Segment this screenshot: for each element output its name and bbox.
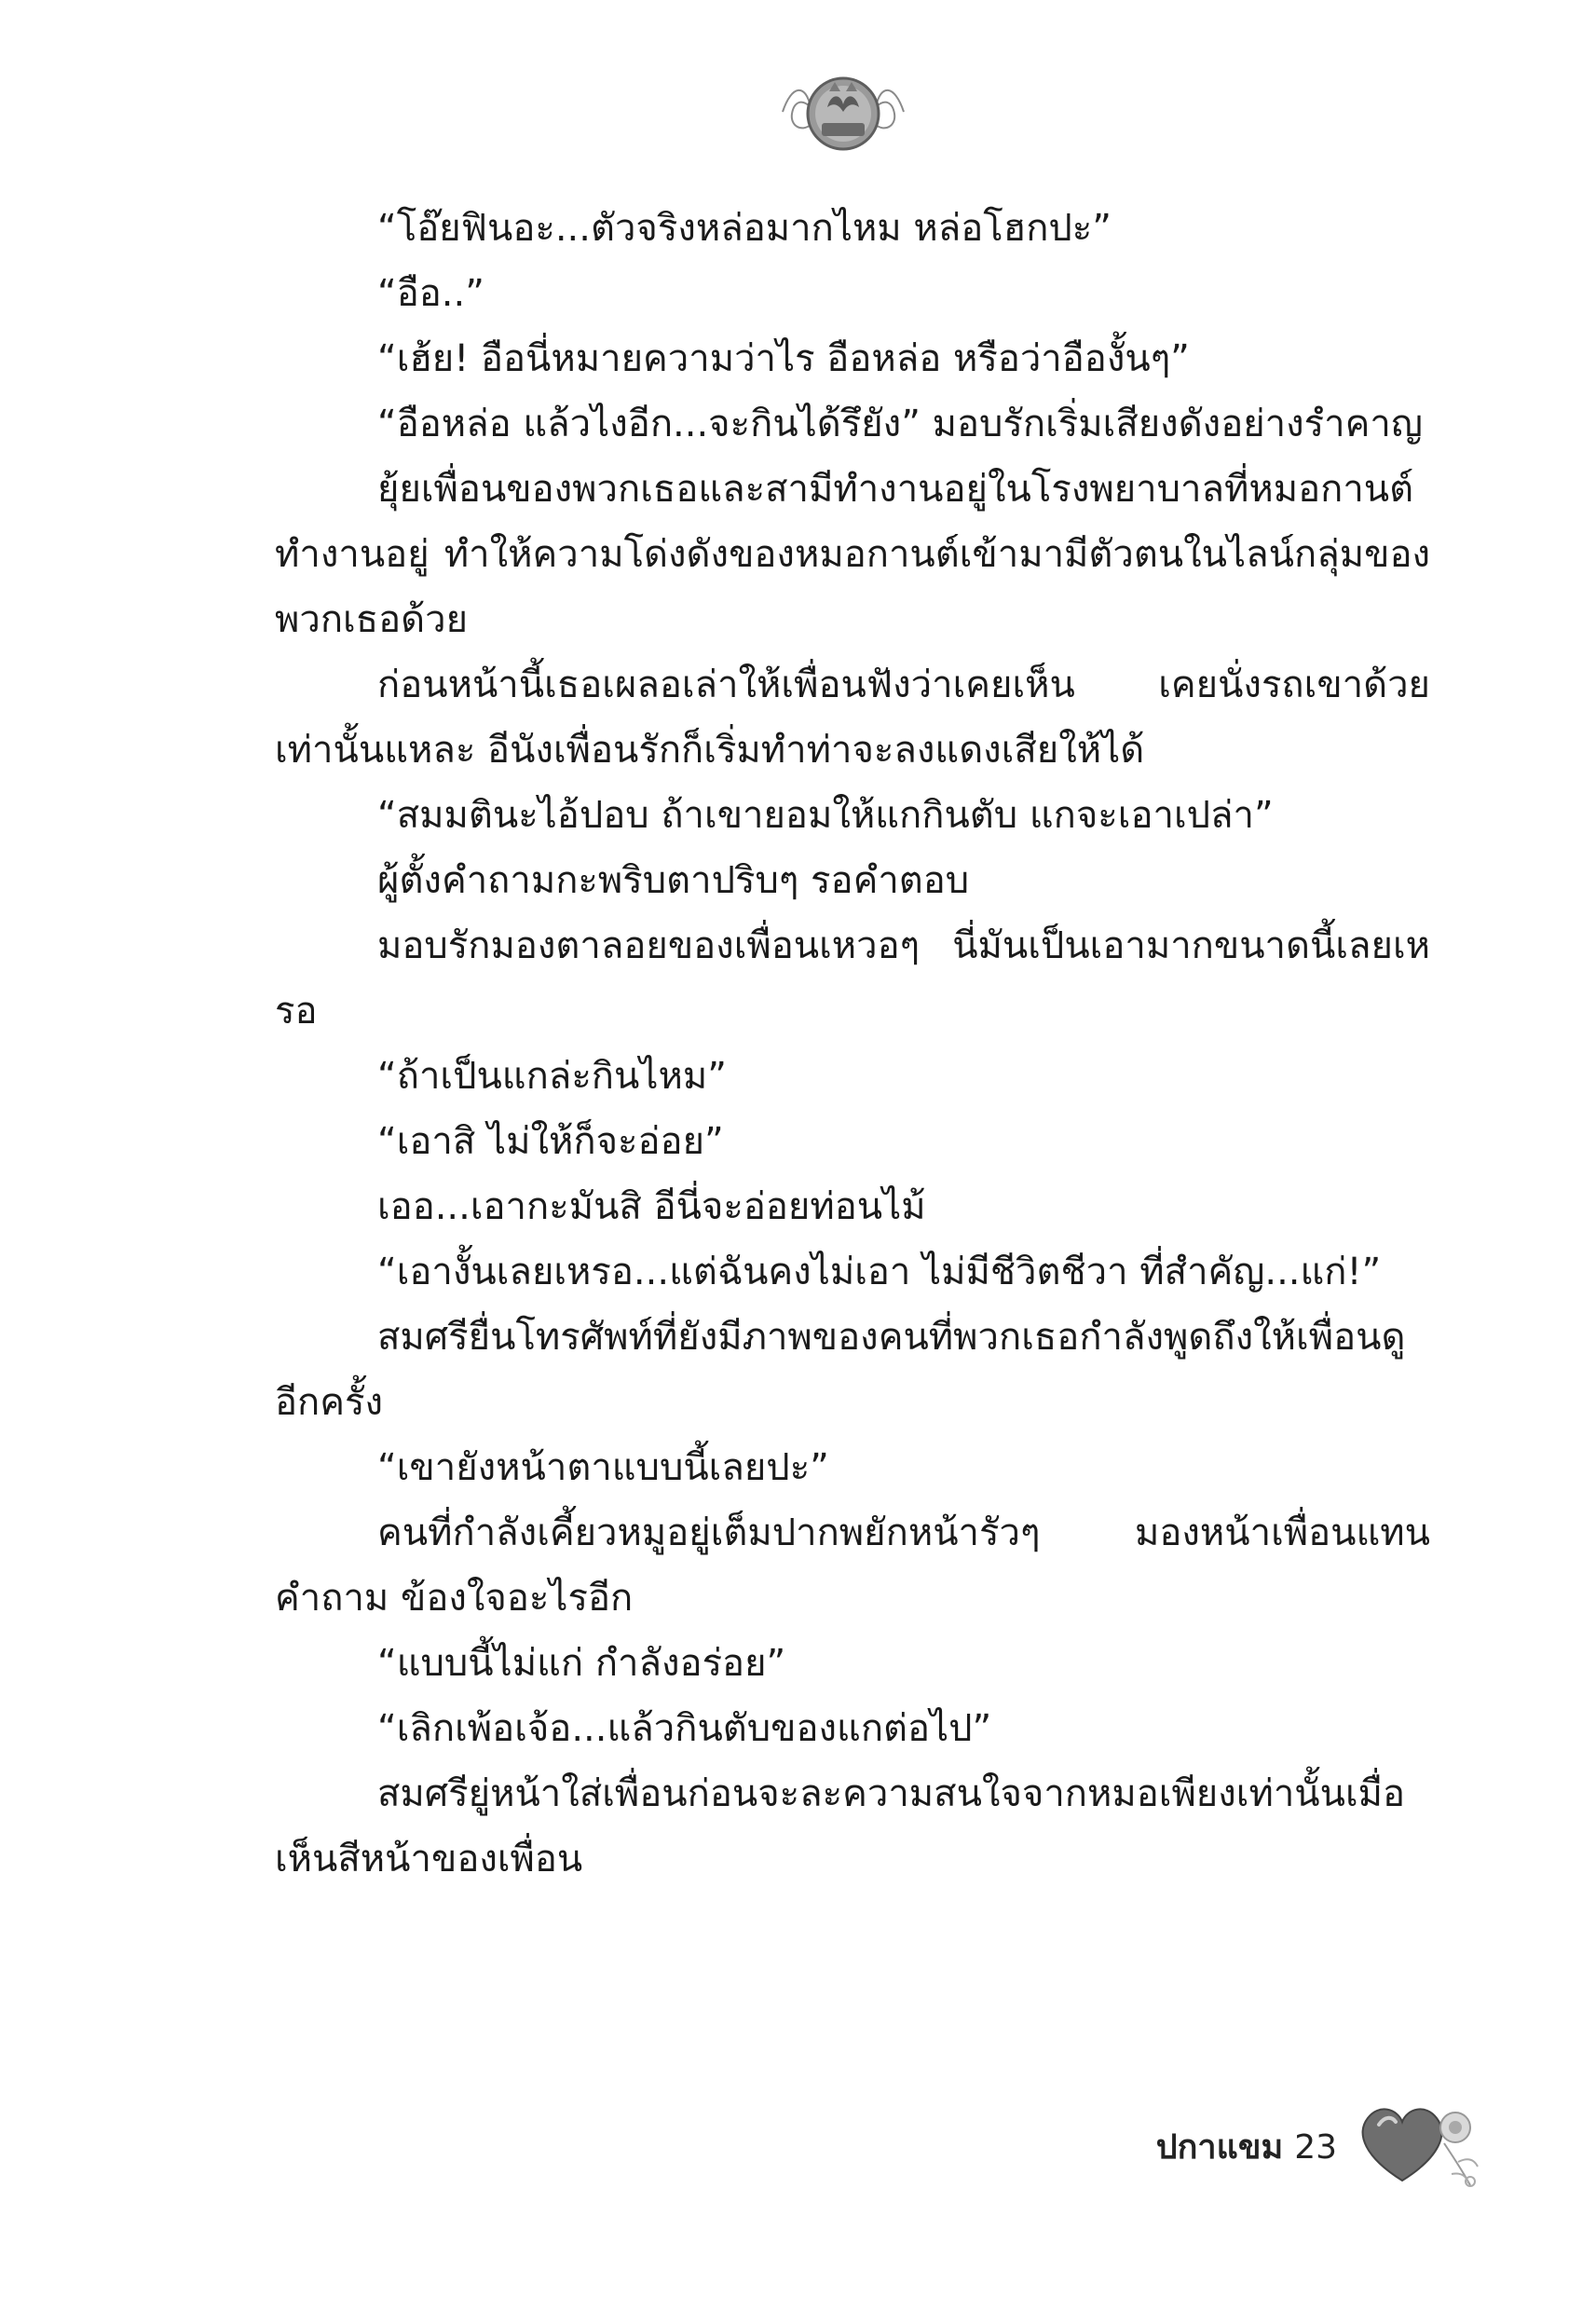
paragraph: “เขายังหน้าตาแบบนี้เลยปะ” [377, 1446, 829, 1489]
paragraph: ยุ้ยเพื่อนของพวกเธอและสามีทำงานอยู่ในโรงพยาบาลที่หมอกานต์ทำงานอยู่ ทำให้ความโด่งดังของหมอกานต์เข้ามามีตัวตนในไลน์กลุ่มของพวกเธอด้วย [275, 468, 1430, 641]
paragraph: “เฮ้ย! อือนี่หมายความว่าไร อือหล่อ หรือว่าอืองั้นๆ” [377, 337, 1190, 380]
paragraph: “ถ้าเป็นแกล่ะกินไหม” [377, 1055, 727, 1098]
paragraph: “เลิกเพ้อเจ้อ...แล้วกินตับของแกต่อไป” [377, 1707, 992, 1750]
book-title: ปกาแขม [1155, 2128, 1284, 2167]
header-emblem-icon [773, 56, 913, 168]
paragraph: มอบรักมองตาลอยของเพื่อนเหวอๆ นี่มันเป็นเอามากขนาดนี้เลยเหรอ [275, 924, 1430, 1032]
paragraph: ก่อนหน้านี้เธอเผลอเล่าให้เพื่อนฟังว่าเคยเห็น เคยนั่งรถเขาด้วยเท่านั้นแหละ อีนังเพื่อนรักก็เริ่มทำท่าจะลงแดงเสียให้ได้ [275, 663, 1430, 772]
paragraph: “เอาสิ ไม่ให้ก็จะอ่อย” [377, 1120, 724, 1163]
paragraph: “แบบนี้ไม่แก่ กำลังอร่อย” [377, 1642, 786, 1685]
paragraph: ผู้ตั้งคำถามกะพริบตาปริบๆ รอคำตอบ [377, 859, 970, 902]
paragraph: สมศรียู่หน้าใส่เพื่อนก่อนจะละความสนใจจากหมอเพียงเท่านั้นเมื่อเห็นสีหน้าของเพื่อน [275, 1772, 1406, 1880]
heart-ornament-icon [1351, 2092, 1491, 2195]
page-number: 23 [1294, 2128, 1337, 2167]
paragraph: “เอางั้นเลยเหรอ...แต่ฉันคงไม่เอา ไม่มีชีวิตชีวา ที่สำคัญ...แก่!” [377, 1251, 1382, 1293]
paragraph: “อือหล่อ แล้วไงอีก...จะกินได้รึยัง” มอบรักเริ่มเสียงดังอย่างรำคาญ [377, 403, 1423, 445]
paragraph: เออ...เอากะมันสิ อีนี่จะอ่อยท่อนไม้ [377, 1185, 926, 1228]
body-text [275, 196, 1430, 1892]
paragraph: “สมมตินะไอ้ปอบ ถ้าเขายอมให้แกกินตับ แกจะเอาเปล่า” [377, 794, 1274, 837]
paragraph: “โอ๊ยฟินอะ...ตัวจริงหล่อมากไหม หล่อโฮกปะ” [377, 207, 1112, 250]
page-footer [1099, 2092, 1491, 2185]
footer-label [1156, 2120, 1337, 2173]
paragraph: คนที่กำลังเคี้ยวหมูอยู่เต็มปากพยักหน้ารัวๆ มองหน้าเพื่อนแทนคำถาม ข้องใจอะไรอีก [275, 1511, 1430, 1620]
paragraph: สมศรียื่นโทรศัพท์ที่ยังมีภาพของคนที่พวกเธอกำลังพูดถึงให้เพื่อนดูอีกครั้ง [275, 1316, 1406, 1424]
paragraph: “อือ..” [377, 272, 484, 315]
